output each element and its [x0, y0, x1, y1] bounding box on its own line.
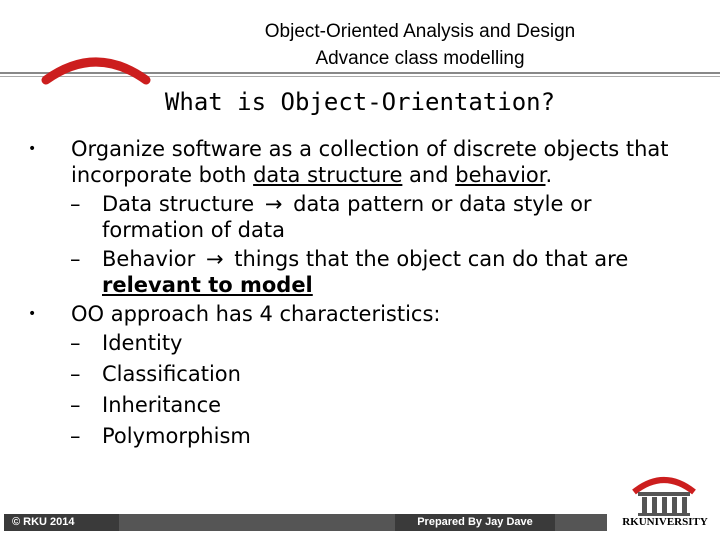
- red-arc-icon: [40, 48, 152, 88]
- bullet-oo-approach: [28, 301, 688, 327]
- header-line-1: Object-Oriented Analysis and Design: [264, 21, 576, 42]
- list-item-text: Classification: [102, 362, 241, 386]
- header-line-2: Advance class modelling: [315, 48, 525, 69]
- sub-text: things that the object can do that are: [234, 247, 629, 271]
- dash-icon: –: [70, 393, 81, 417]
- dash-icon: –: [70, 192, 81, 216]
- list-item: [28, 361, 688, 387]
- link-behavior: behavior: [455, 163, 546, 187]
- university-logo-text: RKUNIVERSITY: [622, 516, 708, 528]
- dash-icon: –: [70, 247, 81, 271]
- bullet-text: OO approach has 4 characteristics:: [71, 302, 441, 326]
- bullet-dot-icon: •: [28, 306, 37, 322]
- sub-text: data pattern or data style or formation of data: [102, 192, 592, 242]
- footer-author: Prepared By Jay Dave: [395, 514, 555, 531]
- link-data-structure: data structure: [253, 163, 403, 187]
- list-item-text: Identity: [102, 331, 183, 355]
- bullet-text: and: [402, 163, 456, 187]
- list-item: [28, 392, 688, 418]
- dash-icon: –: [70, 424, 81, 448]
- sub-bullet-data-structure: [28, 191, 688, 243]
- bullet-organize: [28, 136, 688, 188]
- sub-label: Behavior: [102, 247, 196, 271]
- footer-copyright: © RKU 2014: [4, 514, 119, 531]
- dash-icon: –: [70, 362, 81, 386]
- list-item-text: Polymorphism: [102, 424, 251, 448]
- sub-bullet-behavior: [28, 246, 688, 298]
- list-item: [28, 423, 688, 449]
- bullet-text: Organize software as a collection of discrete objects that incorporate both: [71, 137, 669, 187]
- slide-header: [200, 18, 640, 72]
- footer-bar: [119, 514, 395, 531]
- sub-label: Data structure: [102, 192, 255, 216]
- arrow-right-icon: →: [205, 247, 224, 271]
- bold-relevant: relevant to model: [102, 273, 313, 297]
- bullet-text: .: [545, 163, 553, 187]
- footer-bar: [555, 514, 607, 531]
- list-item: [28, 330, 688, 356]
- dash-icon: –: [70, 331, 81, 355]
- slide-content: [28, 136, 688, 454]
- bullet-dot-icon: •: [28, 141, 37, 157]
- arrow-right-icon: →: [264, 192, 283, 216]
- list-item-text: Inheritance: [102, 393, 222, 417]
- slide-title: What is Object-Orientation?: [164, 88, 556, 116]
